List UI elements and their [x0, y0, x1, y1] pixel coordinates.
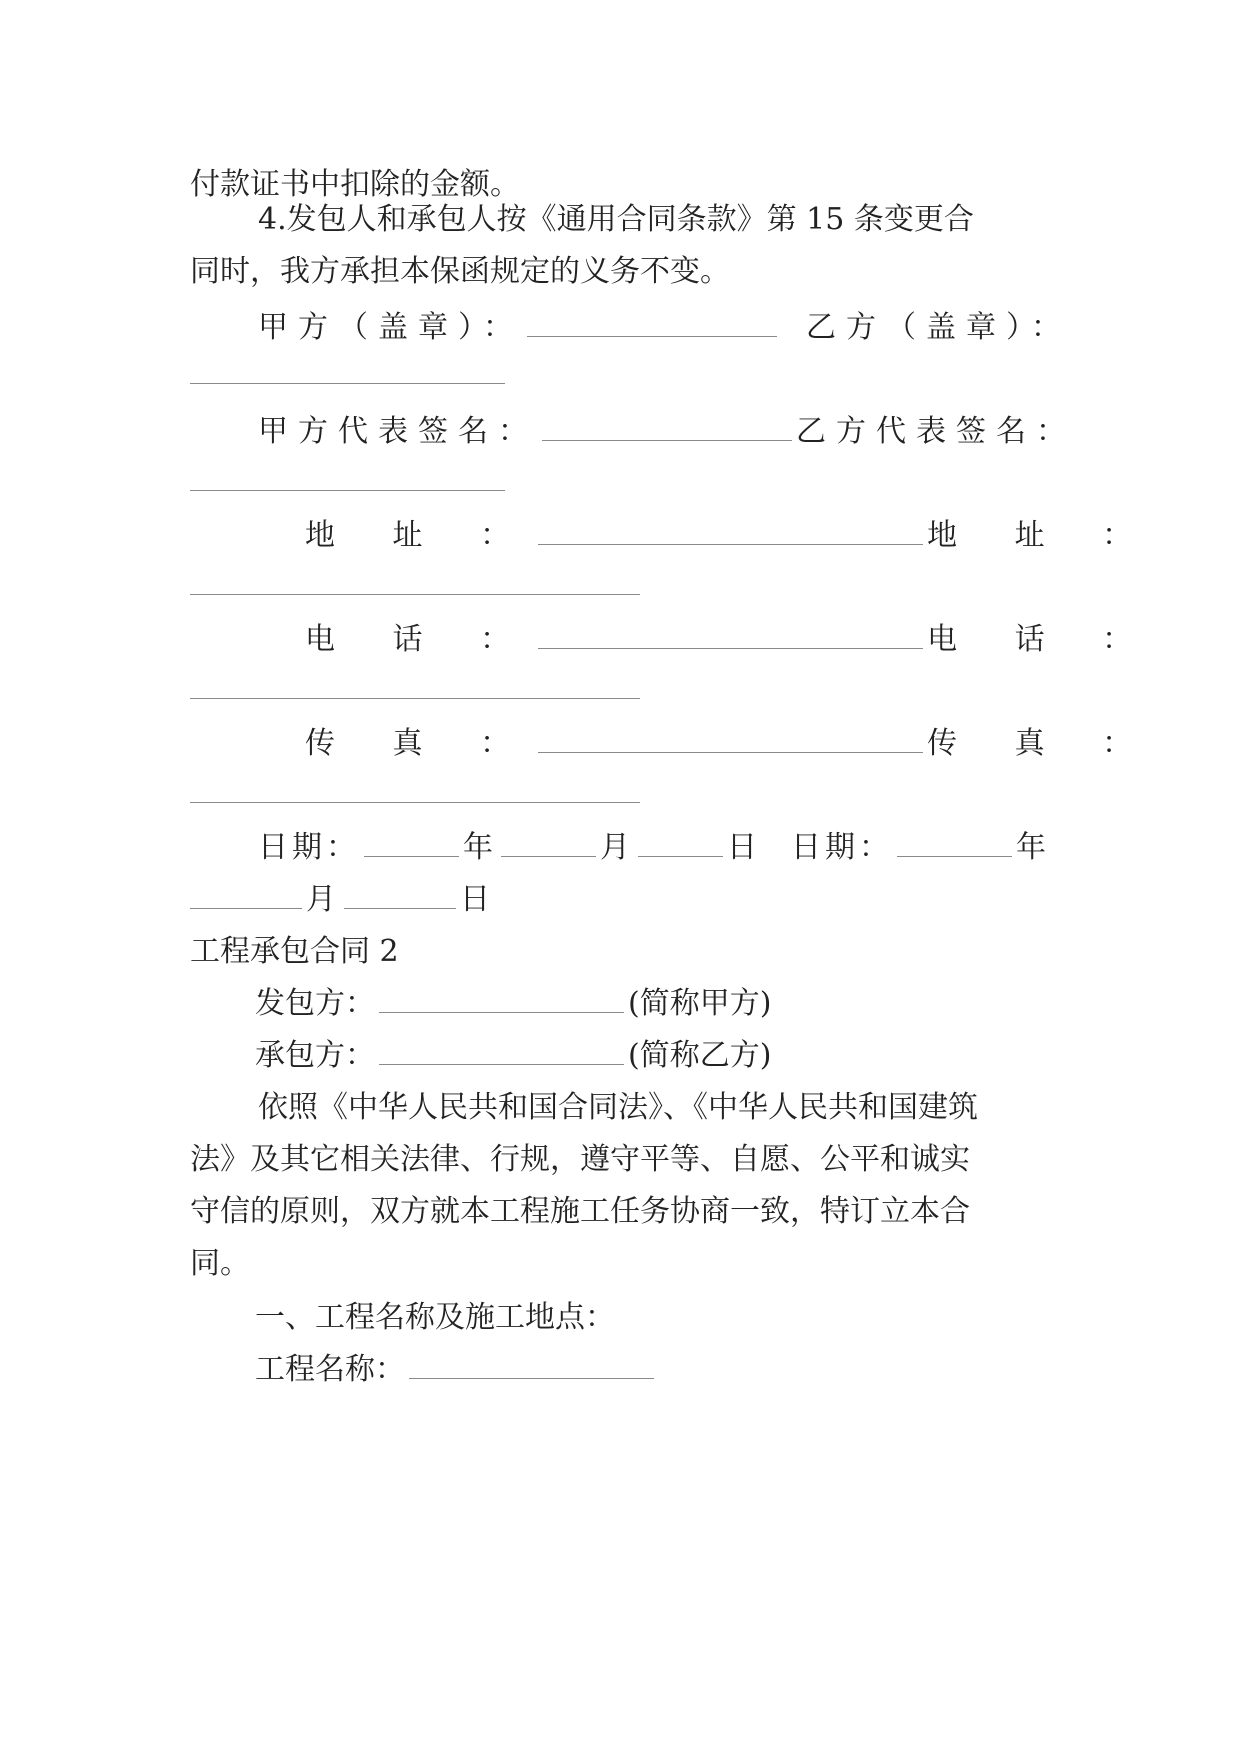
year-label: 年 — [463, 830, 497, 865]
day-label: 日 — [460, 882, 494, 917]
party-a-month-blank[interactable] — [501, 834, 596, 857]
paragraph-line: 同时，我方承担本保函规定的义务不变。 — [190, 254, 730, 289]
party-b-rep-blank[interactable] — [190, 490, 505, 491]
contractor-label: 承包方： — [255, 1038, 375, 1073]
party-b-date-label: 日期： — [791, 830, 893, 865]
party-a-address-blank[interactable] — [538, 522, 923, 545]
day-label: 日 — [727, 830, 761, 865]
seal-row — [258, 308, 1071, 348]
party-b-fax-label: 传 真 ： — [927, 726, 1157, 761]
party-b-month-blank[interactable] — [190, 886, 302, 909]
party-a-phone-blank[interactable] — [538, 626, 923, 649]
paragraph-line: 守信的原则，双方就本工程施工任务协商一致，特订立本合 — [190, 1194, 970, 1229]
address-row — [305, 516, 1157, 556]
project-name-label: 工程名称： — [255, 1352, 405, 1387]
party-a-seal-blank[interactable] — [527, 314, 777, 337]
paragraph-line: 法》及其它相关法律、行规，遵守平等、自愿、公平和诚实 — [190, 1142, 970, 1177]
party-a-fax-blank[interactable] — [538, 730, 923, 753]
party-a-address-label: 地 址 ： — [305, 518, 535, 553]
date-row-cont — [190, 880, 1051, 920]
employer-note: (简称甲方) — [628, 986, 772, 1021]
date-row — [258, 828, 1051, 868]
paragraph-line: 付款证书中扣除的金额。 — [190, 167, 520, 202]
party-a-date-label: 日期： — [258, 830, 360, 865]
party-a-rep-blank[interactable] — [542, 418, 792, 441]
party-b-fax-blank[interactable] — [190, 802, 640, 803]
paragraph-line: 4.发包人和承包人按《通用合同条款》第 15 条变更合 — [258, 202, 974, 237]
party-a-fax-label: 传 真 ： — [305, 726, 535, 761]
party-b-day-blank[interactable] — [344, 886, 456, 909]
party-a-rep-label: 甲方代表签名： — [258, 414, 538, 449]
section-title: 工程承包合同 2 — [190, 934, 399, 969]
rep-row — [258, 412, 1076, 452]
party-b-seal-label: 乙方（盖章）： — [806, 310, 1071, 345]
party-b-seal-blank[interactable] — [190, 383, 505, 384]
party-b-rep-label: 乙方代表签名： — [796, 414, 1076, 449]
party-a-year-blank[interactable] — [364, 834, 459, 857]
party-b-year-blank[interactable] — [897, 834, 1012, 857]
contractor-note: (简称乙方) — [628, 1038, 772, 1073]
party-a-day-blank[interactable] — [638, 834, 723, 857]
employer-blank[interactable] — [379, 990, 624, 1013]
section-heading: 一、工程名称及施工地点： — [255, 1300, 615, 1335]
employer-label: 发包方： — [255, 986, 375, 1021]
project-name-row — [255, 1350, 1051, 1390]
contractor-blank[interactable] — [379, 1042, 624, 1065]
paragraph-line: 同。 — [190, 1246, 250, 1281]
fax-row — [305, 724, 1157, 764]
party-a-phone-label: 电 话 ： — [305, 622, 535, 657]
phone-row — [305, 620, 1157, 660]
project-name-blank[interactable] — [409, 1356, 654, 1379]
employer-row — [255, 984, 1051, 1024]
party-b-address-blank[interactable] — [190, 594, 640, 595]
contractor-row — [255, 1036, 1051, 1076]
party-b-phone-label: 电 话 ： — [927, 622, 1157, 657]
party-a-seal-label: 甲方（盖章）： — [258, 310, 523, 345]
month-label: 月 — [600, 830, 634, 865]
year-label: 年 — [1016, 830, 1050, 865]
party-b-address-label: 地 址 ： — [927, 518, 1157, 553]
paragraph-line: 依照《中华人民共和国合同法》、《中华人民共和国建筑 — [258, 1090, 978, 1125]
month-label: 月 — [306, 882, 340, 917]
party-b-phone-blank[interactable] — [190, 698, 640, 699]
